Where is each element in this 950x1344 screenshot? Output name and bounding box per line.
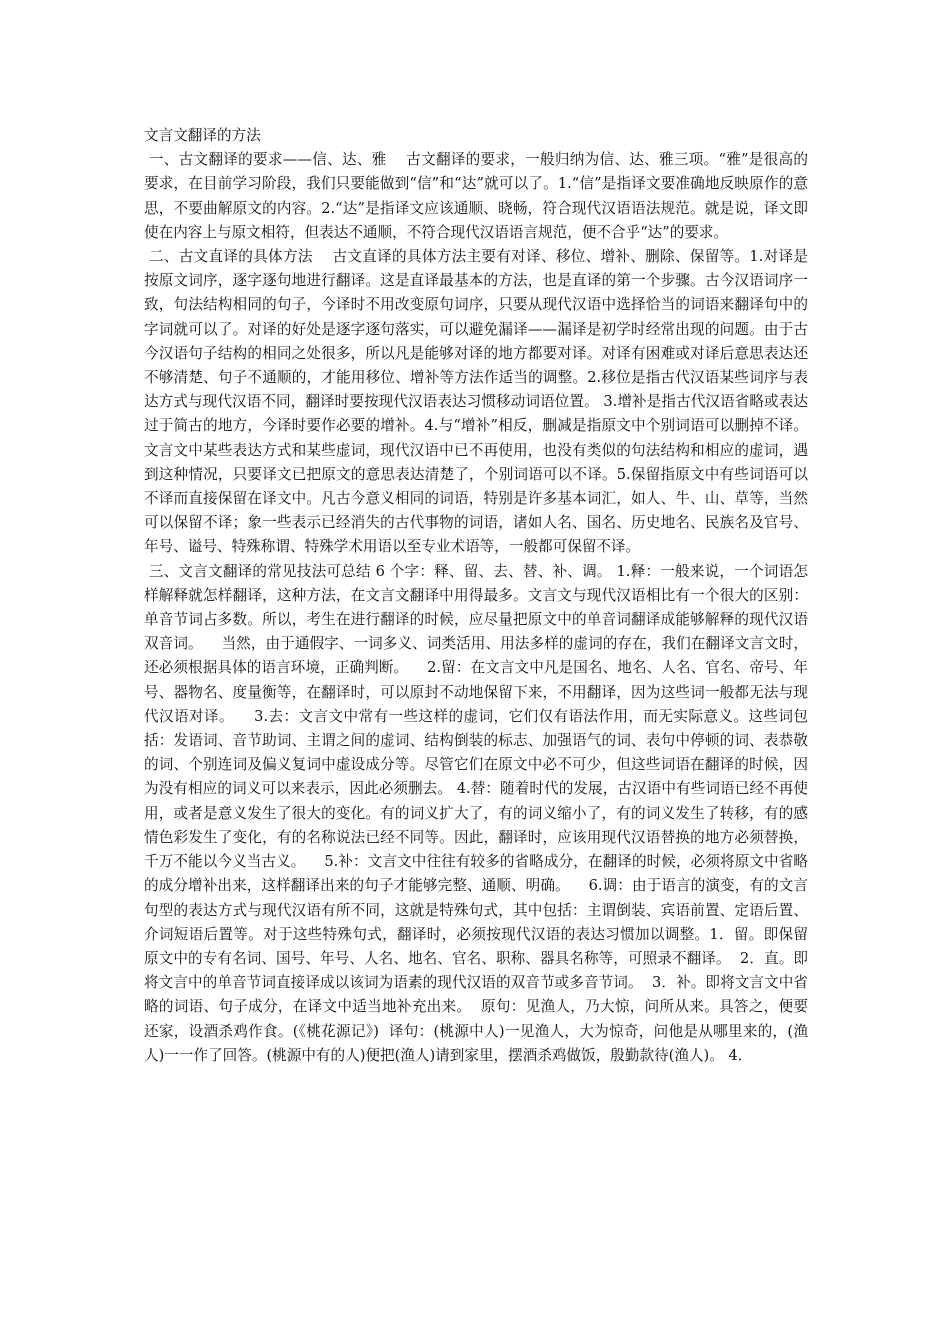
paragraph-requirements: 一、古文翻译的要求——信、达、雅 古文翻译的要求，一般归纳为信、达、雅三项。“雅”是很高的要求，在目前学习阶段，我们只要能做到“信”和“达”就可以了。1.“信”是指译文要准确地反映原作的意思，不要曲解原文的内容。2.“达”是指译文应该通顺、晓畅，符合现代汉语语法规范。就是说，译文即使在内容上与原文相符，但表达不通顺，不符合现代汉语语言规范，便不合乎“达”的要求。 [144, 151, 809, 241]
paragraph-direct-translation-methods: 二、古文直译的具体方法 古文直译的具体方法主要有对译、移位、增补、删除、保留等。1.对译是按原文词序，逐字逐句地进行翻译。这是直译最基本的方法，也是直译的第一个步骤。古今汉语词序一致，句法结构相同的句子，今译时不用改变原句词序，只要从现代汉语中选择恰当的词语来翻译句中的字词就可以了。对译的好处是逐字逐句落实，可以避免漏译——漏译是初学时经常出现的问题。由于古今汉语句子结构的相同之处很多，所以凡是能够对译的地方都要对译。对译有困难或对译后意思表达还不够清楚、句子不通顺的，才能用移位、增补等方法作适当的调整。2.移位是指古代汉语某些词序与表达方式与现代汉语不同，翻译时要按现代汉语表达习惯移动词语位置。 3.增补是指古代汉语省略或表达过于简古的地方，今译时要作必要的增补。4.与“增补”相反，删减是指原文中个别词语可以删掉不译。文言文中某些表达方式和某些虚词，现代汉语中已不再使用，也没有类似的句法结构和相应的虚词，遇到这种情况，只要译文已把原文的意思表达清楚了，个别词语可以不译。5.保留指原文中有些词语可以不译而直接保留在译文中。凡古今意义相同的词语，特别是许多基本词汇，如人、牛、山、草等，当然可以保留不译；象一些表示已经消失的古代事物的词语，诸如人名、国名、历史地名、民族名及官号、年号、谥号、特殊称谓、特殊学术用语以至专业术语等，一般都可保留不译。 [144, 248, 808, 556]
paragraph-common-techniques: 三、文言文翻译的常见技法可总结 6 个字：释、留、去、替、补、调。 1.释：一般来说，一个词语怎样解释就怎样翻译，这种方法，在文言文翻译中用得最多。文言文与现代汉语相比有一个很大的区别：单音节词占多数。所以，考生在进行翻译的时候，应尽量把原文中的单音词翻译成能够解释的现代汉语双音词。 当然，由于通假字、一词多义、词类活用、用法多样的虚词的存在，我们在翻译文言文时，还必须根据具体的语言环境，正确判断。 2.留：在文言文中凡是国名、地名、人名、官名、帝号、年号、器物名、度量衡等，在翻译时，可以原封不动地保留下来，不用翻译，因为这些词一般都无法与现代汉语对译。 3.去：文言文中常有一些这样的虚词，它们仅有语法作用，而无实际意义。这些词包括：发语词、音节助词、主谓之间的虚词、结构倒装的标志、加强语气的词、表句中停顿的词、表恭敬的词、个别连词及偏义复词中虚设成分等。尽管它们在原文中必不可少，但这些词语在翻译的时候，因为没有相应的词义可以来表示，因此必须删去。 4.替：随着时代的发展，古汉语中有些词语已经不再使用，或者是意义发生了很大的变化。有的词义扩大了，有的词义缩小了，有的词义发生了转移，有的感情色彩发生了变化，有的名称说法已经不同等。因此，翻译时，应该用现代汉语替换的地方必须替换，千万不能以今义当古义。 5.补：文言文中往往有较多的省略成分，在翻译的时候，必须将原文中省略的成分增补出来，这样翻译出来的句子才能够完整、通顺、明确。 6.调：由于语言的演变，有的文言句型的表达方式与现代汉语有所不同，这就是特殊句式，其中包括：主谓倒装、宾语前置、定语后置、介词短语后置等。对于这些特殊句式，翻译时，必须按现代汉语的表达习惯加以调整。1．留。即保留原文中的专有名词、国号、年号、人名、地名、官名、职称、器具名称等，可照录不翻译。 2．直。即将文言中的单音节词直接译成以该词为语素的现代汉语的双音节或多音节词。 3．补。即将文言文中省略的词语、句子成分，在译文中适当地补充出来。 原句：见渔人，乃大惊，问所从来。具答之，便要还家，设酒杀鸡作食。(《桃花源记》) 译句：(桃源中人)一见渔人，大为惊奇，问他是从哪里来的，(渔人)一一作了回答。(桃源中有的人)便把(渔人)请到家里，摆酒杀鸡做饭，殷勤款待(渔人)。 4． [144, 562, 808, 1064]
document-title: 文言文翻译的方法 [144, 127, 261, 144]
document-page [144, 124, 808, 1068]
